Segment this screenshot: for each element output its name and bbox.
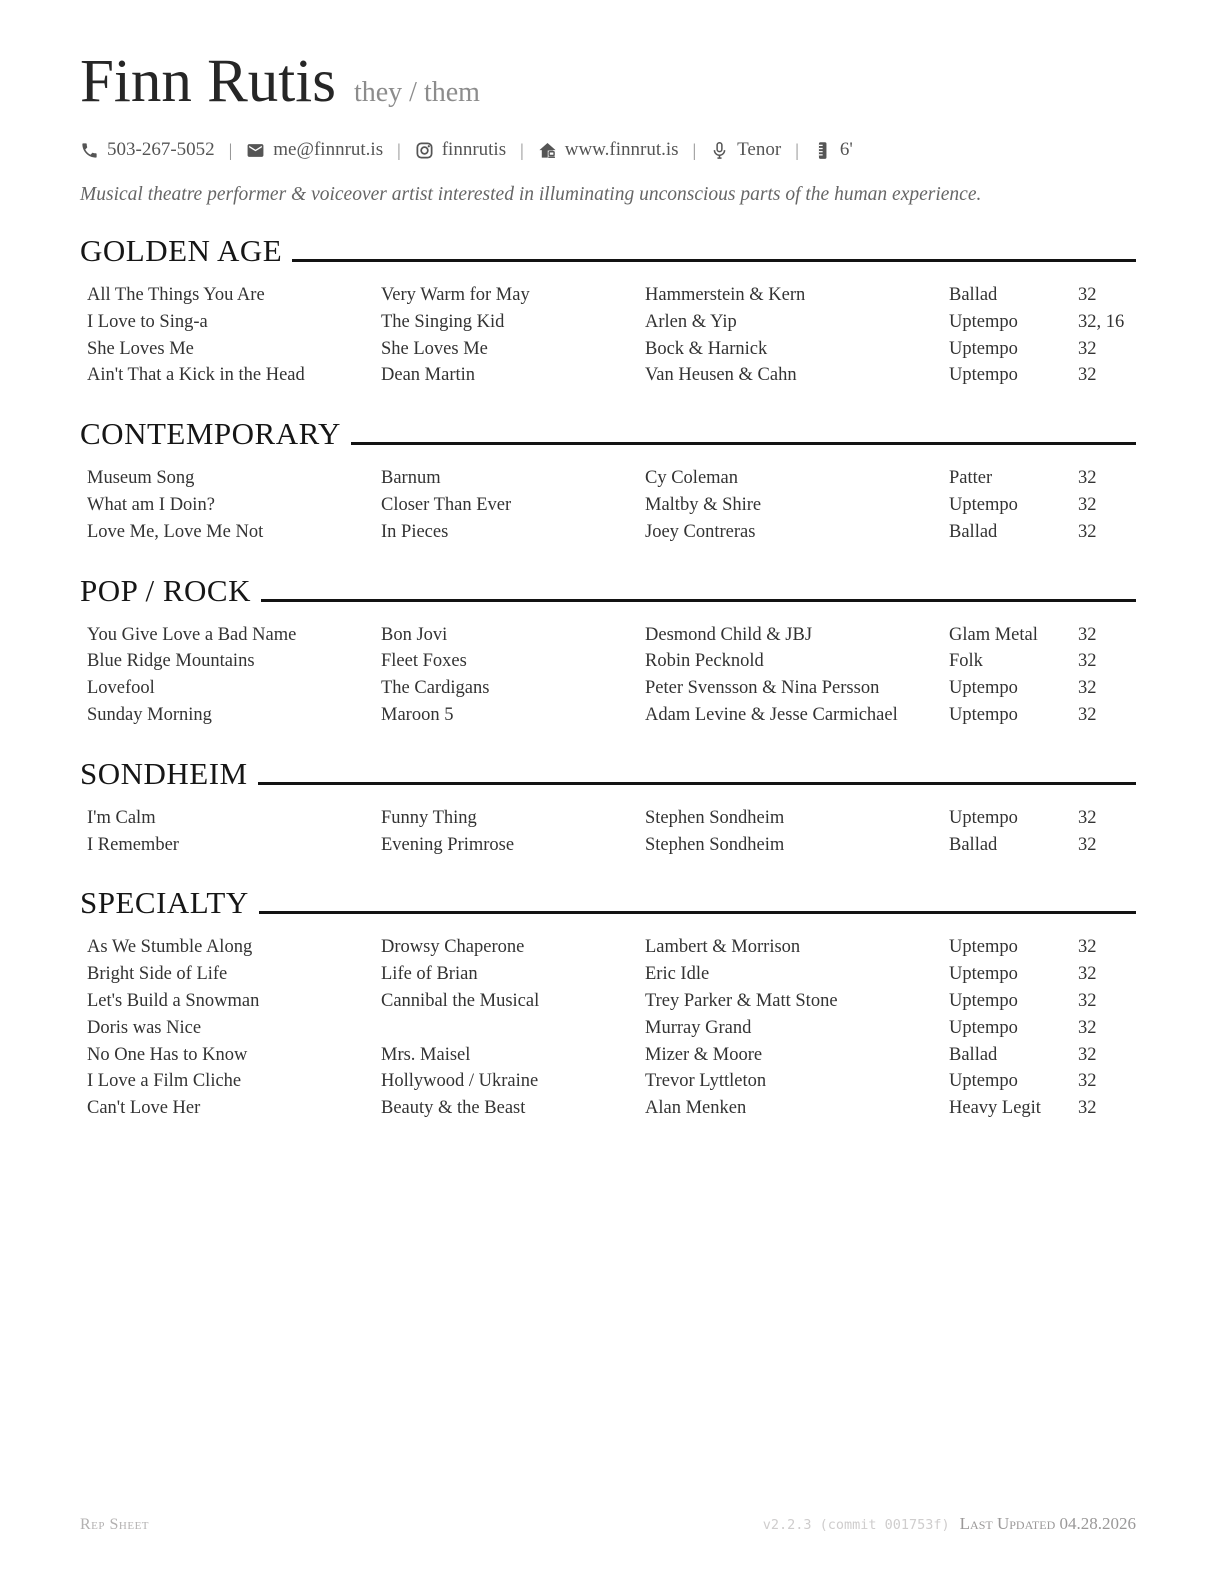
section-title: GOLDEN AGE: [80, 233, 283, 269]
composer-cell: Adam Levine & Jesse Carmichael: [645, 705, 898, 726]
song-cell: Let's Build a Snowman: [87, 991, 260, 1011]
show-cell: Dean Martin: [381, 365, 476, 386]
table-row: [87, 648, 1136, 675]
style-cell: Glam Metal: [949, 624, 1038, 645]
composer-cell: Mizer & Moore: [645, 1044, 763, 1065]
heading-rule: [292, 259, 1136, 262]
section-title: SPECIALTY: [80, 885, 249, 921]
contact-instagram[interactable]: [415, 139, 506, 161]
page-title: Finn Rutis: [80, 48, 336, 115]
rep-table: [87, 282, 1136, 389]
style-cell: Uptempo: [949, 1017, 1018, 1038]
tagline: Musical theatre performer & voiceover artist interested in illuminating unconscious parts of the human experience.: [80, 184, 982, 206]
bars-cell: 32: [1078, 1017, 1097, 1038]
separator: |: [795, 139, 799, 160]
show-cell: Closer Than Ever: [381, 495, 512, 516]
website-icon: [538, 141, 557, 160]
ruler-icon: [813, 141, 832, 160]
bars-cell: 32: [1078, 705, 1097, 726]
contact-phone: [80, 139, 215, 161]
song-cell: All The Things You Are: [87, 285, 265, 306]
composer-cell: Maltby & Shire: [645, 495, 762, 516]
style-cell: Folk: [949, 651, 983, 672]
show-cell: Very Warm for May: [381, 285, 530, 306]
composer-cell: Eric Idle: [645, 964, 710, 985]
bars-cell: 32: [1078, 285, 1097, 306]
section-heading: [80, 416, 1136, 451]
table-row: [87, 309, 1136, 336]
envelope-icon: [246, 141, 265, 160]
bars-cell: 32: [1078, 1071, 1097, 1092]
song-cell: Love Me, Love Me Not: [87, 521, 264, 542]
rep-table: [87, 934, 1136, 1122]
composer-cell: Bock & Harnick: [645, 338, 768, 359]
table-row: [87, 702, 1136, 729]
section-title: POP / ROCK: [80, 572, 251, 608]
show-cell: She Loves Me: [381, 338, 488, 359]
table-row: [87, 1042, 1136, 1069]
style-cell: Uptempo: [949, 807, 1018, 828]
composer-cell: Hammerstein & Kern: [645, 285, 806, 306]
separator: |: [692, 139, 697, 160]
bars-cell: 32: [1078, 365, 1097, 386]
show-cell: The Singing Kid: [381, 311, 505, 332]
song-cell: I Love a Film Cliche: [87, 1071, 242, 1092]
bars-cell: 32: [1078, 678, 1097, 699]
section-heading: [80, 233, 1136, 268]
bars-cell: 32: [1078, 1044, 1097, 1065]
table-row: [87, 519, 1136, 546]
show-cell: [381, 1015, 645, 1042]
doc-type-label: Rep Sheet: [80, 1516, 150, 1533]
show-cell: Mrs. Maisel: [381, 1044, 471, 1065]
bars-cell: 32: [1078, 651, 1097, 672]
style-cell: Uptempo: [949, 964, 1018, 985]
table-row: [87, 336, 1136, 363]
bars-cell: 32: [1078, 834, 1097, 855]
style-cell: Uptempo: [949, 1071, 1018, 1092]
style-cell: Uptempo: [949, 365, 1018, 386]
separator: |: [397, 139, 401, 160]
bars-cell: 32, 16: [1078, 311, 1125, 332]
table-row: [87, 961, 1136, 988]
section-specialty: [80, 885, 1136, 1122]
section-contemporary: [80, 416, 1136, 545]
heading-rule: [261, 599, 1136, 602]
style-cell: Ballad: [949, 834, 998, 855]
table-row: [87, 805, 1136, 832]
song-cell: Museum Song: [87, 468, 195, 489]
show-cell: Beauty & the Beast: [381, 1098, 526, 1119]
show-cell: The Cardigans: [381, 678, 490, 699]
song-cell: I Remember: [87, 834, 179, 855]
microphone-icon: [710, 141, 729, 160]
bars-cell: 32: [1078, 521, 1097, 542]
rep-table: [87, 805, 1136, 859]
bars-cell: 32: [1078, 937, 1097, 958]
table-row: [87, 1095, 1136, 1122]
show-cell: Maroon 5: [381, 705, 454, 726]
song-cell: I Love to Sing-a: [87, 311, 208, 332]
composer-cell: Trevor Lyttleton: [645, 1071, 767, 1092]
style-cell: Uptempo: [949, 937, 1018, 958]
composer-cell: Lambert & Morrison: [645, 937, 801, 958]
style-cell: Uptempo: [949, 991, 1018, 1011]
version-info: v2.2.3 (commit 001753f): [762, 1517, 950, 1533]
show-cell: In Pieces: [381, 521, 449, 542]
composer-cell: Stephen Sondheim: [645, 807, 785, 828]
contact-bar: [80, 139, 1136, 161]
song-cell: Blue Ridge Mountains: [87, 651, 255, 672]
table-row: [87, 832, 1136, 859]
last-updated: Last Updated 04.28.2026: [959, 1514, 1136, 1533]
style-cell: Ballad: [949, 521, 998, 542]
section-title: CONTEMPORARY: [80, 416, 341, 452]
instagram-icon: [415, 141, 434, 160]
composer-cell: Arlen & Yip: [645, 311, 737, 332]
pronouns: they / them: [353, 77, 480, 108]
bars-cell: 32: [1078, 807, 1097, 828]
song-cell: Bright Side of Life: [87, 964, 228, 985]
table-row: [87, 282, 1136, 309]
separator: |: [520, 139, 524, 160]
composer-cell: Trey Parker & Matt Stone: [645, 991, 838, 1011]
section-sondheim: [80, 756, 1136, 859]
composer-cell: Alan Menken: [645, 1098, 747, 1119]
song-cell: I'm Calm: [87, 807, 156, 828]
table-row: [87, 934, 1136, 961]
bars-cell: 32: [1078, 991, 1097, 1011]
section-title: SONDHEIM: [80, 755, 248, 791]
style-cell: Patter: [949, 468, 993, 489]
table-row: [87, 492, 1136, 519]
show-cell: Fleet Foxes: [381, 651, 467, 672]
contact-voice-type: [710, 139, 781, 161]
show-cell: Bon Jovi: [381, 624, 448, 645]
height-value: 6': [839, 139, 853, 161]
style-cell: Uptempo: [949, 338, 1018, 359]
table-row: [87, 988, 1136, 1015]
show-cell: Cannibal the Musical: [381, 991, 540, 1011]
show-cell: Evening Primrose: [381, 834, 515, 855]
table-row: [87, 465, 1136, 492]
bars-cell: 32: [1078, 468, 1097, 489]
contact-height: [813, 139, 853, 161]
composer-cell: Cy Coleman: [645, 468, 739, 489]
song-cell: You Give Love a Bad Name: [87, 624, 297, 645]
heading-rule: [351, 442, 1136, 445]
song-cell: No One Has to Know: [87, 1044, 248, 1065]
table-row: [87, 362, 1136, 389]
section-heading: [80, 756, 1136, 791]
show-cell: Life of Brian: [381, 964, 478, 985]
bars-cell: 32: [1078, 964, 1097, 985]
section-heading: [80, 573, 1136, 608]
instagram-handle: finnrutis: [441, 139, 507, 161]
rep-table: [87, 622, 1136, 729]
style-cell: Uptempo: [949, 678, 1018, 699]
heading-rule: [259, 911, 1136, 914]
song-cell: Doris was Nice: [87, 1017, 202, 1038]
contact-email[interactable]: [246, 139, 383, 161]
section-heading: [80, 885, 1136, 920]
footer-meta: [763, 1514, 1136, 1534]
composer-cell: Robin Pecknold: [645, 651, 764, 672]
style-cell: Uptempo: [949, 311, 1018, 332]
bars-cell: 32: [1078, 495, 1097, 516]
song-cell: Sunday Morning: [87, 705, 212, 726]
section-golden-age: [80, 233, 1136, 389]
song-cell: As We Stumble Along: [87, 937, 253, 958]
style-cell: Uptempo: [949, 705, 1018, 726]
separator: |: [228, 139, 233, 160]
section-pop-rock: [80, 573, 1136, 729]
bars-cell: 32: [1078, 1098, 1097, 1119]
song-cell: What am I Doin?: [87, 495, 215, 516]
style-cell: Heavy Legit: [949, 1098, 1041, 1119]
phone-number: 503-267-5052: [107, 139, 215, 161]
phone-icon: [80, 141, 99, 160]
rep-table: [87, 465, 1136, 545]
email-address: me@finnrut.is: [273, 139, 384, 161]
composer-cell: Joey Contreras: [645, 521, 756, 542]
song-cell: Can't Love Her: [87, 1098, 201, 1119]
voice-type: Tenor: [737, 139, 782, 161]
composer-cell: Peter Svensson & Nina Persson: [645, 678, 880, 699]
table-row: [87, 675, 1136, 702]
style-cell: Uptempo: [949, 495, 1018, 516]
table-row: [87, 622, 1136, 649]
header: [80, 50, 1136, 114]
bars-cell: 32: [1078, 624, 1097, 645]
show-cell: Drowsy Chaperone: [381, 937, 525, 958]
footer: [80, 1514, 1136, 1534]
bars-cell: 32: [1078, 338, 1097, 359]
style-cell: Ballad: [949, 1044, 998, 1065]
table-row: [87, 1068, 1136, 1095]
show-cell: Hollywood / Ukraine: [381, 1071, 539, 1092]
composer-cell: Van Heusen & Cahn: [645, 365, 797, 386]
show-cell: Funny Thing: [381, 807, 477, 828]
composer-cell: Desmond Child & JBJ: [645, 624, 813, 645]
song-cell: Ain't That a Kick in the Head: [87, 365, 305, 386]
contact-website[interactable]: [538, 139, 679, 161]
composer-cell: Stephen Sondheim: [645, 834, 785, 855]
table-row: [87, 1015, 1136, 1042]
website-url: www.finnrut.is: [564, 139, 679, 161]
heading-rule: [258, 782, 1136, 785]
style-cell: Ballad: [949, 285, 998, 306]
song-cell: Lovefool: [87, 678, 155, 699]
song-cell: She Loves Me: [87, 338, 194, 359]
composer-cell: Murray Grand: [645, 1017, 752, 1038]
show-cell: Barnum: [381, 468, 441, 489]
